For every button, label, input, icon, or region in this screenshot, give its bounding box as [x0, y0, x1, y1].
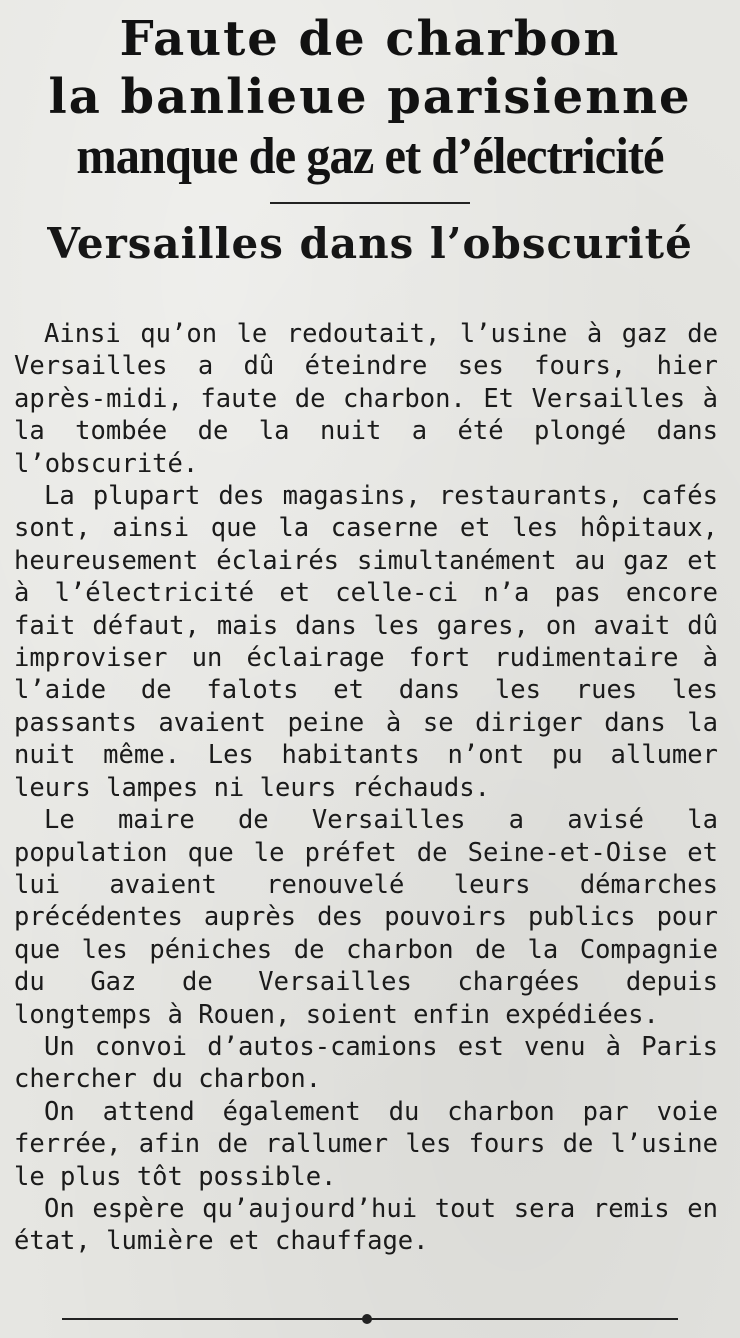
- paragraph: Ainsi qu’on le redoutait, l’usine à gaz de Versailles a dû éteindre ses fours, hier après-midi, faute de charbon. Et Versailles à la tombée de la nuit a été plongé dans l’obscurité.: [14, 319, 718, 479]
- paragraph: Un convoi d’autos-camions est venu à Paris chercher du charbon.: [14, 1031, 718, 1095]
- paragraph: On espère qu’aujourd’hui tout sera remis en état, lumière et chauffage.: [14, 1193, 718, 1257]
- headline-divider: [270, 202, 470, 204]
- headline-line-1: Faute de charbon: [119, 11, 621, 67]
- headline-line-3: manque de gaz et d’électricité: [76, 128, 664, 185]
- article-body: [14, 318, 718, 1258]
- paragraph: On attend également du charbon par voie ferrée, afin de rallumer les fours de l’usine le plus tôt possible.: [14, 1096, 718, 1192]
- end-rule: [62, 1318, 678, 1320]
- end-rule-ornament: [362, 1314, 372, 1324]
- paragraph: La plupart des magasins, restaurants, cafés sont, ainsi que la caserne et les hôpitaux, heureusement éclairés simultanément au gaz et à l’électricité et celle-ci n’a pas encore fait défaut, mais dans les gares, on avait dû improviser un éclairage fort rudimentaire à l’aide de falots et dans les rues les passants avaient peine à se diriger dans la nuit même. Les habitants n’ont pu allumer leurs lampes ni leurs réchauds.: [14, 481, 718, 803]
- subheadline: Versailles dans l’obscurité: [47, 219, 693, 268]
- paragraph: Le maire de Versailles a avisé la population que le préfet de Seine-et-Oise et lui avaient renouvelé leurs démarches précédentes auprès des pouvoirs publics pour que les péniches de charbon de la Compagnie du Gaz de Versailles chargées depuis longtemps à Rouen, soient enfin expédiées.: [14, 805, 718, 1030]
- headline-line-2: la banlieue parisienne: [48, 69, 692, 125]
